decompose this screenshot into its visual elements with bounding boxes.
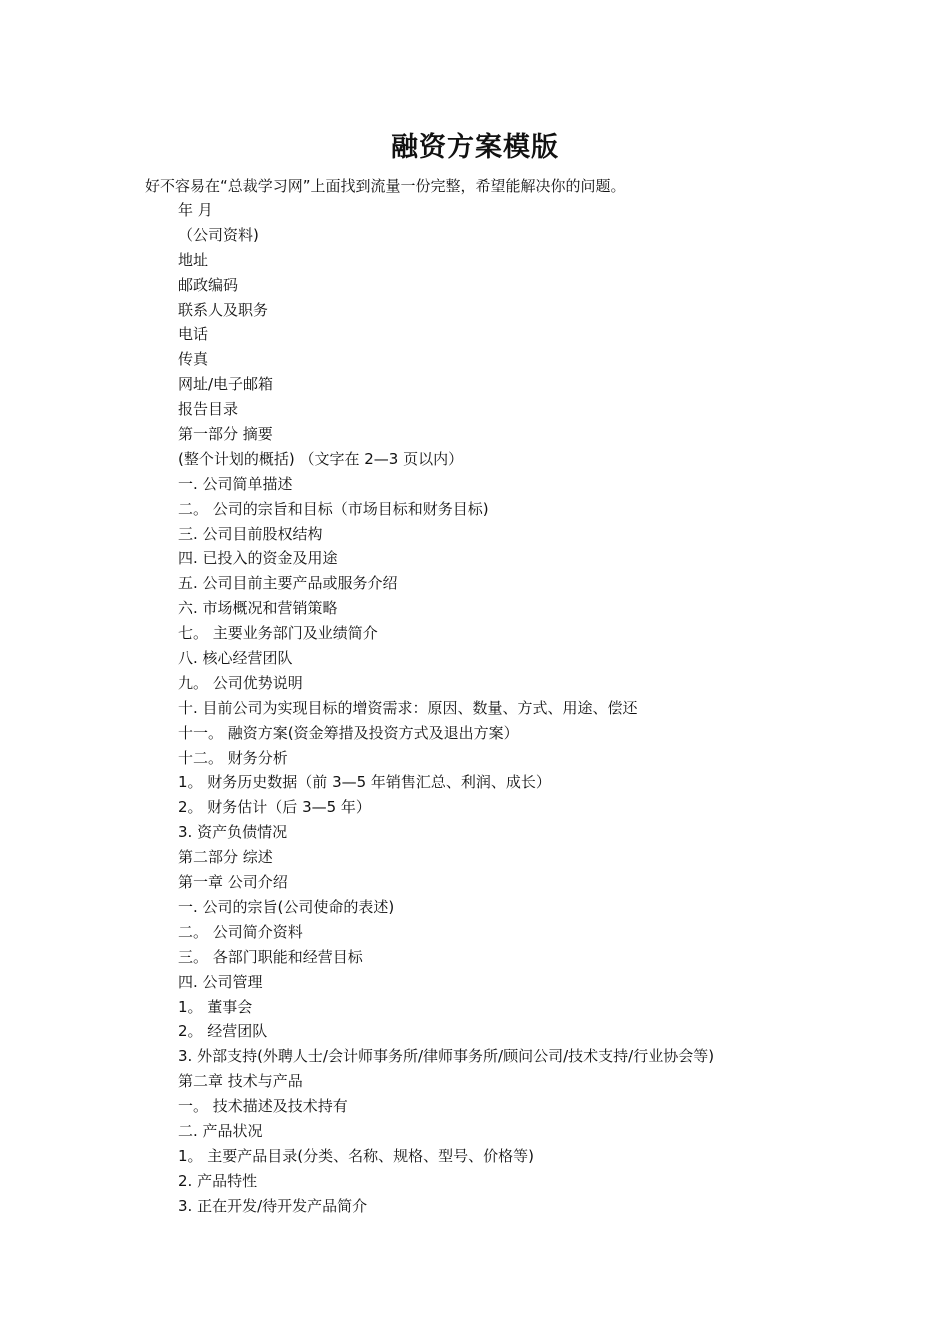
outline-line: 报告目录	[178, 400, 239, 419]
outline-line: 一. 公司简单描述	[178, 474, 293, 493]
outline-line: 年 月	[178, 201, 213, 219]
outline-line: 3. 正在开发/待开发产品简介	[178, 1196, 368, 1215]
outline-list	[178, 198, 714, 1219]
intro-paragraph: 好不容易在“总裁学习网”上面找到流量一份完整，希望能解决你的问题。	[145, 177, 626, 195]
outline-line: 1。 董事会	[178, 997, 253, 1016]
outline-line: 联系人及职务	[178, 300, 269, 319]
outline-line: 第二章 技术与产品	[178, 1072, 303, 1091]
outline-line: 第二部分 综述	[178, 848, 273, 867]
outline-line: 八. 核心经营团队	[178, 649, 293, 668]
outline-line: 一. 公司的宗旨(公司使命的表述)	[178, 897, 395, 916]
outline-line: 七。 主要业务部门及业绩简介	[178, 624, 378, 643]
outline-line: 二。 公司的宗旨和目标（市场目标和财务目标)	[178, 499, 489, 518]
outline-line: 地址	[178, 250, 209, 269]
outline-line: 五. 公司目前主要产品或服务介绍	[178, 574, 398, 593]
outline-line: 3. 外部支持(外聘人士/会计师事务所/律师事务所/顾问公司/技术支持/行业协会等)	[178, 1047, 715, 1066]
outline-line: 邮政编码	[178, 275, 239, 294]
outline-line: 二. 产品状况	[178, 1121, 263, 1140]
outline-line: 一。 技术描述及技术持有	[178, 1097, 348, 1116]
outline-line: （公司资料)	[178, 225, 259, 244]
outline-line: 电话	[178, 325, 209, 344]
outline-line: 2。 经营团队	[178, 1022, 268, 1041]
document-title: 融资方案模版	[391, 132, 559, 163]
outline-line: 三. 公司目前股权结构	[178, 524, 323, 543]
outline-line: 二。 公司简介资料	[178, 922, 303, 941]
outline-line: 第一章 公司介绍	[178, 873, 288, 892]
outline-line: (整个计划的概括) （文字在 2—3 页以内）	[178, 449, 464, 468]
outline-line: 三。 各部门职能和经营目标	[178, 947, 363, 966]
outline-line: 十. 目前公司为实现目标的增资需求：原因、数量、方式、用途、偿还	[178, 698, 638, 717]
outline-line: 1。 财务历史数据（前 3—5 年销售汇总、利润、成长）	[178, 773, 551, 792]
outline-line: 十二。 财务分析	[178, 748, 288, 767]
outline-line: 九。 公司优势说明	[178, 673, 303, 692]
outline-line: 十一。 融资方案(资金筹措及投资方式及退出方案）	[178, 723, 519, 742]
outline-line: 1。 主要产品目录(分类、名称、规格、型号、价格等)	[178, 1146, 535, 1165]
outline-line: 第一部分 摘要	[178, 425, 273, 444]
outline-line: 六. 市场概况和营销策略	[178, 599, 338, 618]
outline-line: 网址/电子邮箱	[178, 375, 274, 394]
outline-line: 2. 产品特性	[178, 1171, 258, 1190]
outline-line: 2。 财务估计（后 3—5 年）	[178, 798, 371, 817]
outline-line: 四. 公司管理	[178, 972, 263, 991]
outline-line: 四. 已投入的资金及用途	[178, 549, 338, 568]
outline-line: 3. 资产负债情况	[178, 823, 288, 842]
outline-line: 传真	[178, 350, 209, 369]
